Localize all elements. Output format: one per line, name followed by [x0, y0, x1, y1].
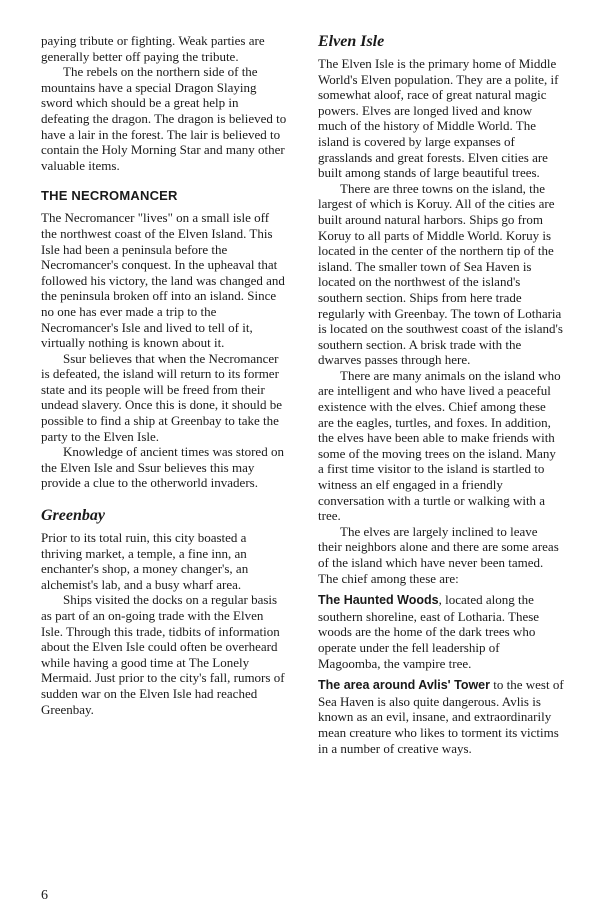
section-heading-necromancer: THE NECROMANCER — [41, 188, 178, 204]
paragraph: Ssur believes that when the Necromancer is defeated, the island will return to its former state and its people will be freed from their undead slavery. Once this is done, it should be possible to find a ship at Greenbay to take the party to the Elven Isle. — [41, 350, 283, 444]
avlis-tower-text: to the west of Sea Haven is also quite dangerous. Avlis is known as an evil, insane, and extraordinarily mean creature who likes to torment its victims in a number of creative ways. — [318, 677, 564, 756]
section-heading-greenbay: Greenbay — [41, 507, 105, 525]
left-column — [41, 33, 288, 717]
paragraph: Knowledge of ancient times was stored on the Elven Isle and Ssur believes this may provide a clue to the otherworld invaders. — [41, 444, 284, 491]
page-number: 6 — [41, 888, 48, 903]
paragraph: The Necromancer "lives" on a small isle off the northwest coast of the Elven Island. This Isle had been a peninsula before the Necromancer's conquest. In the upheaval that followed his victory, the land was changed and the peninsula broken off into an island. Since no one has ever made a trip to the Necromancer's Isle and lived to tell of it, virtually nothing is known about it. — [41, 210, 285, 351]
section-heading-elven-isle: Elven Isle — [318, 33, 385, 50]
paragraph-haunted-woods — [318, 592, 564, 671]
paragraph: The Elven Isle is the primary home of Middle World's Elven population. They are a polite, if somewhat aloof, race of great natural magic powers. Elves are longed lived and know much of the history of Middle World. The island is covered by large expanses of grasslands and great forests. Elven cities are built among stands of large beautiful trees. — [318, 56, 559, 181]
paragraph: There are three towns on the island, the largest of which is Koruy. All of the cities are built around natural harbors. Ships go from Koruy to all parts of Middle World. Koruy is located in the center of the northern tip of the island. The smaller town of Sea Haven is located on the northwest of the island's southern section. Ships from here trade regularly with Greenbay. The town of Lotharia is located on the southwest coast of the island's southern section. A brisk trade with the dwarves passes through here. — [318, 180, 563, 368]
paragraph: The elves are largely inclined to leave their neighbors alone and there are some areas of the island which have never been tamed. The chief among these are: — [318, 523, 559, 586]
paragraph: There are many animals on the island who are intelligent and who have lived a peaceful existence with the elves. Chief among these are the eagles, turtles, and foxes. In addition, the elves have been able to make friends with some of the moving trees on the island. Many a first time visitor to the island is startled to witness an elf engaged in a friendly conversation with a turtle or walking with a tree. — [318, 367, 561, 524]
paragraph: Ships visited the docks on a regular basis as part of an on-going trade with the Elven Isle. Through this trade, tidbits of information about the Elven Isle could often be overheard while having a good time at The Lonely Mermaid. Just prior to the city's fall, rumors of sudden war on the Elven Isle had reached Greenbay. — [41, 592, 285, 717]
paragraph: The rebels on the northern side of the mountains have a special Dragon Slaying sword which should be a great help in defeating the dragon. The dragon is believed to have a lair in the forest. The lair is believed to contain the Holy Morning Star and many other valuable items. — [41, 64, 287, 173]
term-haunted-woods: The Haunted Woods — [318, 593, 439, 608]
right-column — [318, 33, 564, 756]
paragraph: Prior to its total ruin, this city boasted a thriving market, a temple, a fine inn, an enchanter's shop, a money changer's, an alchemist's lab, and a busy wharf area. — [41, 530, 249, 592]
paragraph-avlis-tower — [318, 677, 564, 756]
paragraph: paying tribute or fighting. Weak parties are generally better off paying the tribute. — [41, 33, 265, 64]
term-avlis-tower: The area around Avlis' Tower — [318, 678, 490, 693]
haunted-woods-text: , located along the southern shoreline, east of Lotharia. These woods are the home of the dark trees who operate under the fell leadership of Magoomba, the vampire tree. — [318, 592, 540, 671]
